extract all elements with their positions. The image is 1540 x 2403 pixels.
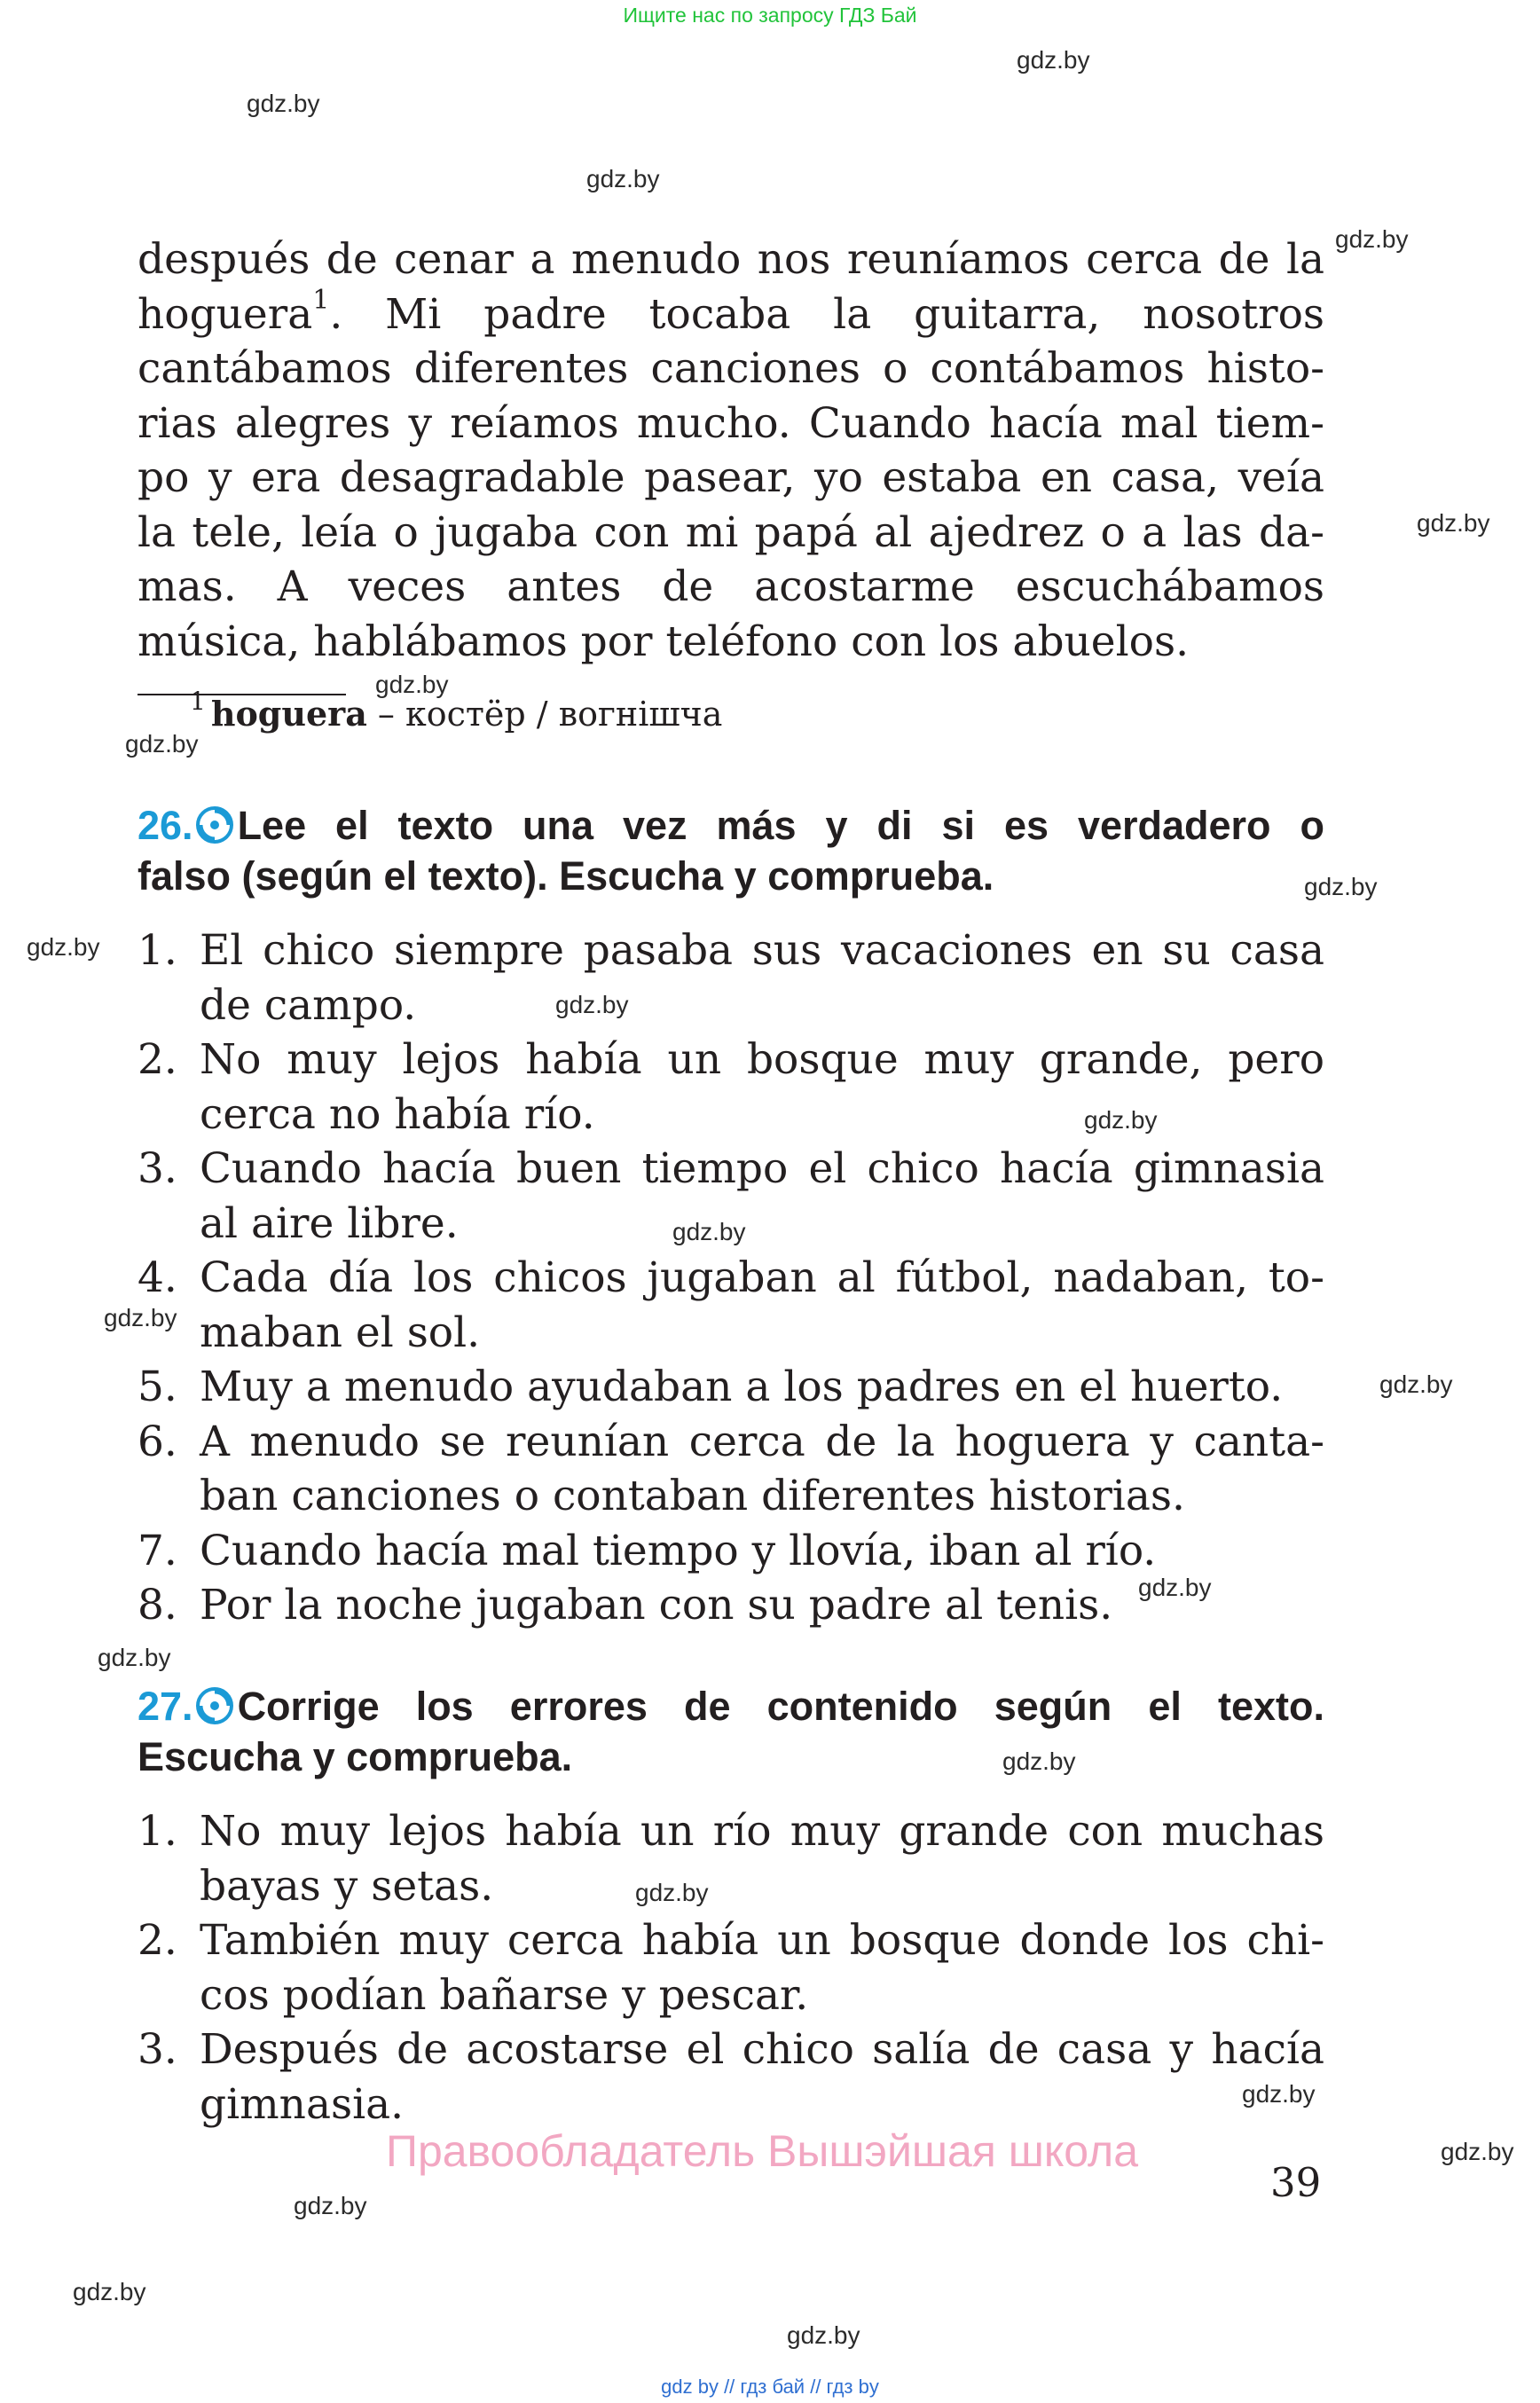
footnote-translation: – костёр / вогнішча — [366, 695, 723, 734]
watermark: gdz.by — [375, 671, 449, 698]
exercise-number: 26. — [138, 803, 193, 848]
watermark: gdz.by — [1138, 1574, 1212, 1601]
watermark: gdz.by — [787, 2321, 860, 2349]
list-item: 3. Cuando hacía buen tiempo el chico hacía gimnasia al aire libre. — [138, 1144, 1324, 1248]
watermark: gdz.by — [586, 165, 660, 192]
list-item: 8. Por la noche jugaban con su padre al tenis. — [138, 1581, 1113, 1629]
watermark: gdz.by — [1304, 873, 1378, 900]
list-item: 1. El chico siempre pasaba sus vacaciones en su casa de campo. — [138, 926, 1324, 1030]
list-item: 6. A menudo se reunían cerca de la hoguera y canta- ban canciones o contaban diferentes historias. — [138, 1417, 1324, 1520]
watermark: gdz.by — [555, 991, 629, 1018]
reading-passage — [138, 232, 1324, 669]
copyright-notice: Правообладатель Вышэйшая школа — [386, 2126, 1138, 2176]
watermark: gdz.by — [1335, 225, 1409, 253]
list-item: 3. Después de acostarse el chico salía de casa y hacía gimnasia. — [138, 2025, 1324, 2129]
top-banner[interactable]: Ищите нас по запросу ГДЗ Бай — [623, 4, 917, 27]
list-item: 1. No muy lejos había un río muy grande con muchas bayas y setas. — [138, 1807, 1324, 1911]
watermark: gdz.by — [1002, 1747, 1076, 1775]
instruction-line: Escucha y comprueba. — [138, 1734, 573, 1779]
text-line: después de cenar a menudo nos reuníamos cerca de la — [138, 235, 1324, 284]
watermark: gdz.by — [635, 1879, 709, 1906]
watermark: gdz.by — [1084, 1106, 1158, 1134]
exercise-26-items — [138, 923, 1324, 1633]
audio-cd-icon[interactable] — [195, 805, 234, 844]
watermark: gdz.by — [1379, 1370, 1453, 1398]
exercise-26-instruction — [138, 800, 1324, 901]
watermark: gdz.by — [27, 933, 100, 961]
text-line: rias alegres y reíamos mucho. Cuando hacía mal tiem- — [138, 398, 1324, 448]
watermark: gdz.by — [247, 90, 320, 117]
footnote-term: hoguera — [210, 694, 367, 734]
footnote — [190, 687, 723, 738]
list-item: 7. Cuando hacía mal tiempo y llovía, iban al río. — [138, 1526, 1157, 1575]
text-line: hoguera$^1$. Mi padre tocaba la guitarra, nosotros — [138, 284, 1324, 339]
text-line: la tele, leía o jugaba con mi papá al ajedrez o a las da- — [138, 507, 1324, 557]
watermark: gdz.by — [73, 2278, 146, 2305]
watermark: gdz.by — [1417, 509, 1490, 537]
watermark: gdz.by — [104, 1304, 177, 1331]
text-line: po y era desagradable pasear, yo estaba en casa, veía — [138, 453, 1324, 502]
text-line: música, hablábamos por teléfono con los abuelos. — [138, 616, 1190, 666]
text-line: cantábamos diferentes canciones o contábamos histo- — [138, 344, 1324, 393]
exercise-27-items — [138, 1804, 1324, 2132]
list-item: 2. No muy lejos había un bosque muy grande, pero cerca no había río. — [138, 1035, 1324, 1139]
watermark: gdz.by — [125, 730, 199, 758]
watermark: gdz.by — [1017, 46, 1090, 74]
watermark: gdz.by — [672, 1218, 746, 1245]
footnote-mark: 1 — [312, 284, 330, 316]
footer-links[interactable]: gdz by // гдз бай // гдз by — [661, 2376, 879, 2398]
instruction-line: 27. Corrige los errores de contenido según el texto. — [138, 1684, 1324, 1729]
text-line: mas. A veces antes de acostarme escuchábamos — [138, 562, 1324, 611]
page-number: 39 — [1270, 2159, 1322, 2206]
watermark: gdz.by — [1242, 2080, 1316, 2108]
watermark: gdz.by — [1441, 2138, 1514, 2165]
instruction-line: falso (según el texto). Escucha y comprueba. — [138, 853, 994, 899]
list-item: 4. Cada día los chicos jugaban al fútbol, nadaban, to- maban el sol. — [138, 1253, 1324, 1357]
footnote-number: 1 — [190, 687, 206, 716]
watermark: gdz.by — [98, 1644, 171, 1671]
list-item: 2. También muy cerca había un bosque donde los chi- cos podían bañarse y pescar. — [138, 1916, 1324, 2020]
exercise-27-instruction — [138, 1681, 1324, 1782]
instruction-line: 26. Lee el texto una vez más y di si es verdadero o — [138, 803, 1324, 848]
watermark: gdz.by — [294, 2192, 367, 2219]
list-item: 5. Muy a menudo ayudaban a los padres en el huerto. — [138, 1362, 1284, 1411]
audio-cd-icon[interactable] — [195, 1686, 234, 1725]
exercise-number: 27. — [138, 1684, 193, 1729]
